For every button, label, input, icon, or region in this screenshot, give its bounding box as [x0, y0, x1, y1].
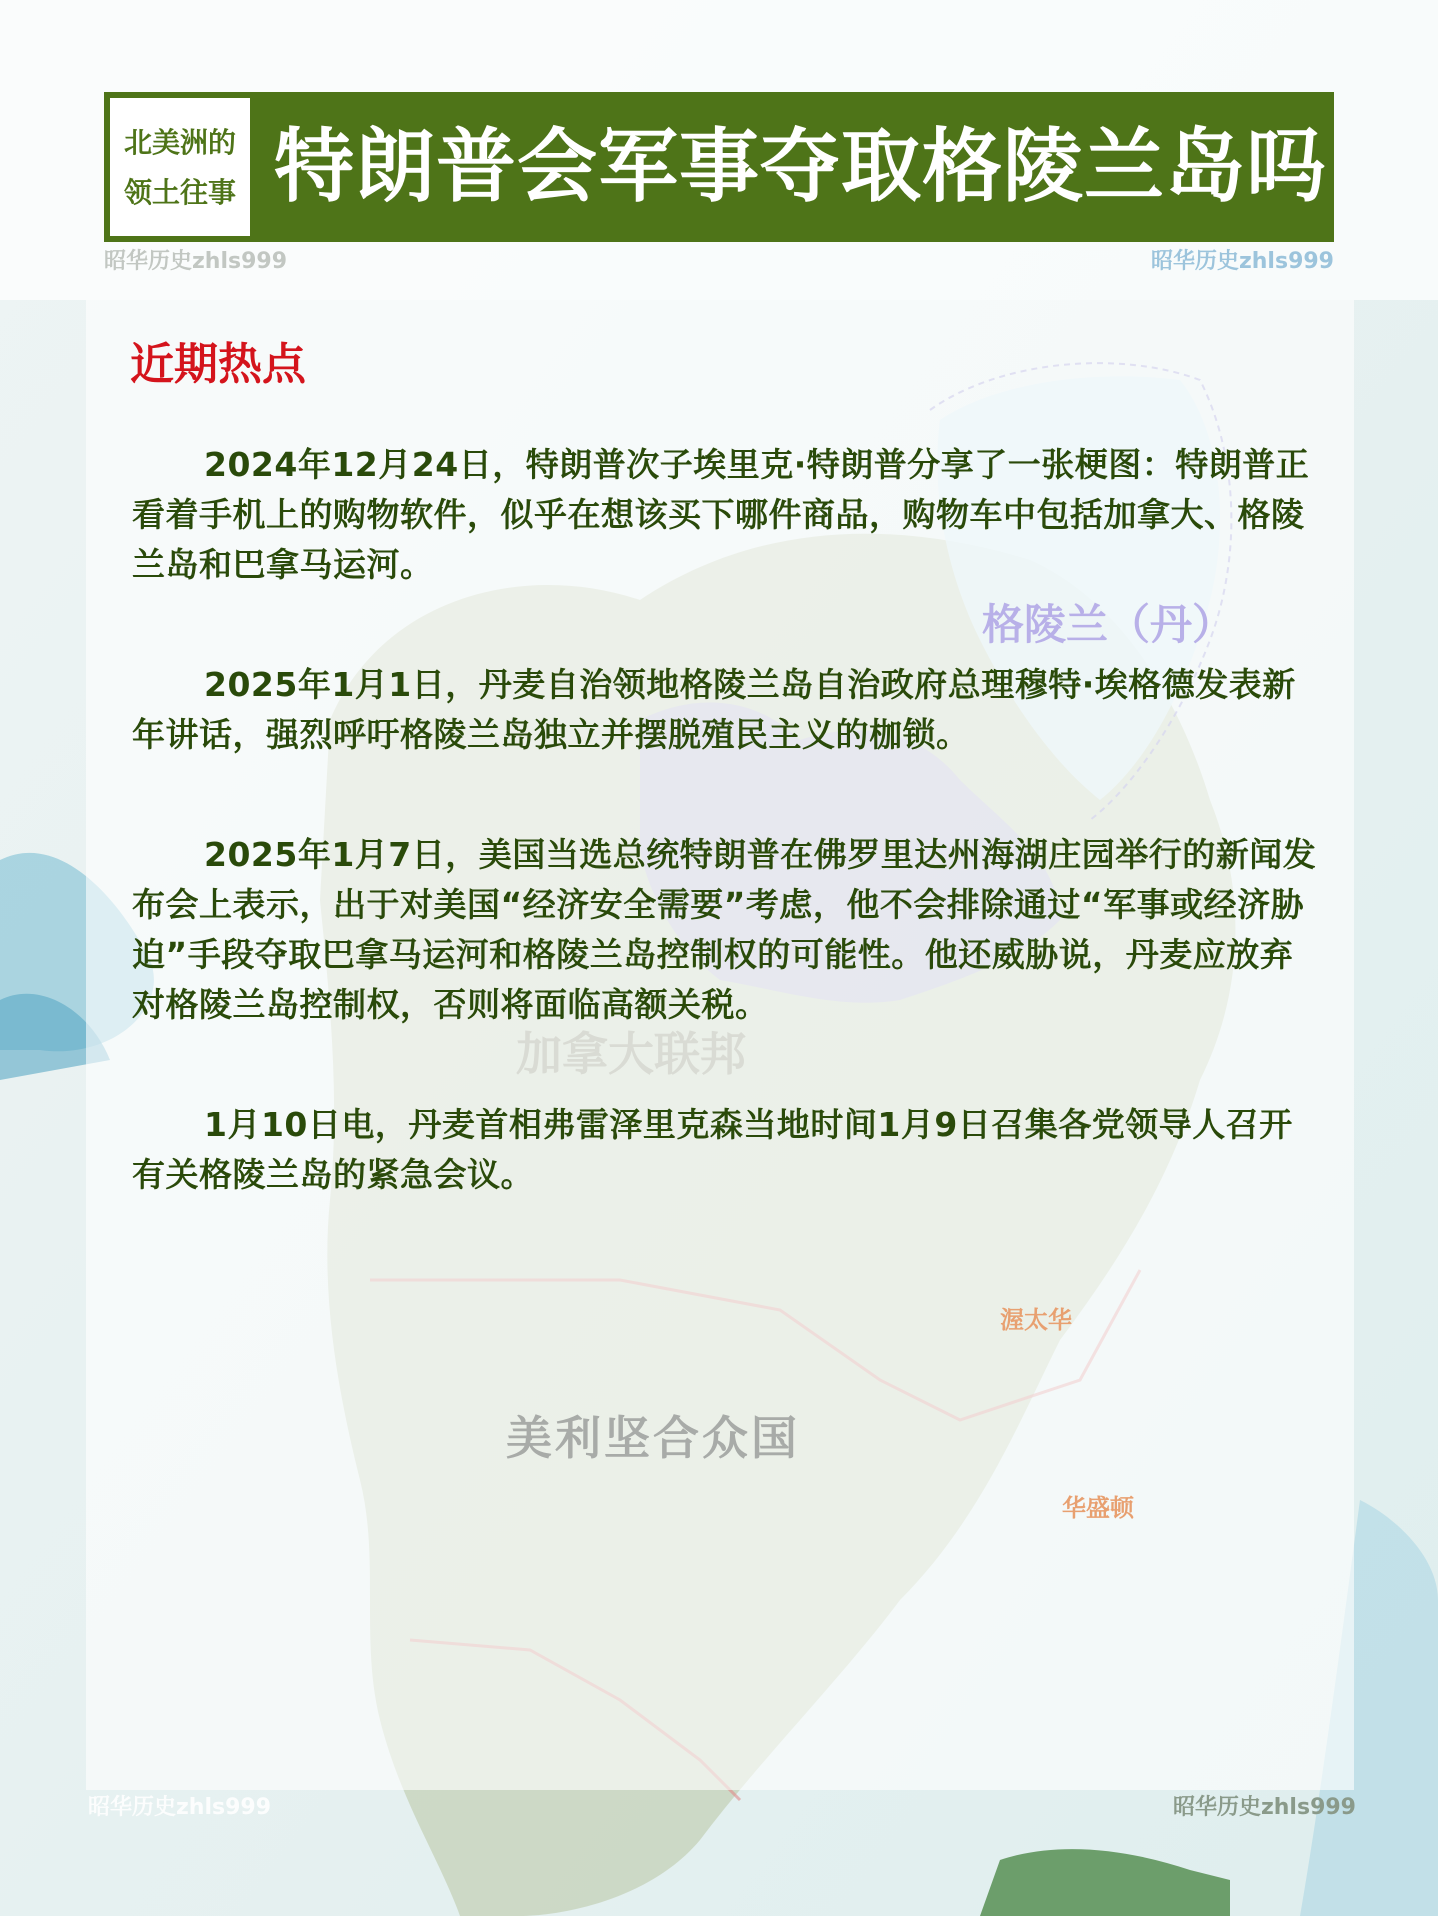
- series-tag-line-2: 领土往事: [123, 176, 236, 209]
- map-label-canada: 加拿大联邦: [516, 1027, 746, 1081]
- map-label-greenland: 格陵兰（丹）: [982, 600, 1235, 649]
- map-label-washington: 华盛顿: [1062, 1494, 1134, 1522]
- title-banner: [104, 92, 1334, 242]
- article-body: [132, 440, 1317, 1270]
- series-tag-line-1: 北美洲的: [123, 126, 236, 159]
- watermark-top-right: 昭华历史zhls999: [1150, 249, 1334, 274]
- page-title: 特朗普会军事夺取格陵兰岛吗: [274, 120, 1327, 213]
- map-label-ottawa: 渥太华: [1000, 1306, 1072, 1334]
- paragraph: 2024年12月24日，特朗普次子埃里克·特朗普分享了一张梗图：特朗普正看着手机上的购物软件，似乎在想该买下哪件商品，购物车中包括加拿大、格陵兰岛和巴拿马运河。: [132, 445, 1310, 584]
- paragraph: 1月10日电，丹麦首相弗雷泽里克森当地时间1月9日召集各党领导人召开有关格陵兰岛的紧急会议。: [132, 1105, 1293, 1194]
- map-label-usa: 美利坚合众国: [506, 1411, 800, 1465]
- section-title: 近期热点: [130, 339, 306, 390]
- paragraph: 2025年1月7日，美国当选总统特朗普在佛罗里达州海湖庄园举行的新闻发布会上表示，出于对美国“经济安全需要”考虑，他不会排除通过“军事或经济胁迫”手段夺取巴拿马运河和格陵兰岛控制权的可能性。他还威胁说，丹麦应放弃对格陵兰岛控制权，否则将面临高额关税。: [132, 835, 1317, 1024]
- series-tag: [110, 98, 250, 236]
- watermark-bottom-left: 昭华历史zhls999: [88, 1795, 272, 1820]
- watermark-top-left: 昭华历史zhls999: [104, 249, 288, 274]
- paragraph: 2025年1月1日，丹麦自治领地格陵兰岛自治政府总理穆特·埃格德发表新年讲话，强烈呼吁格陵兰岛独立并摆脱殖民主义的枷锁。: [132, 665, 1296, 754]
- watermark-bottom-right: 昭华历史zhls999: [1172, 1795, 1356, 1820]
